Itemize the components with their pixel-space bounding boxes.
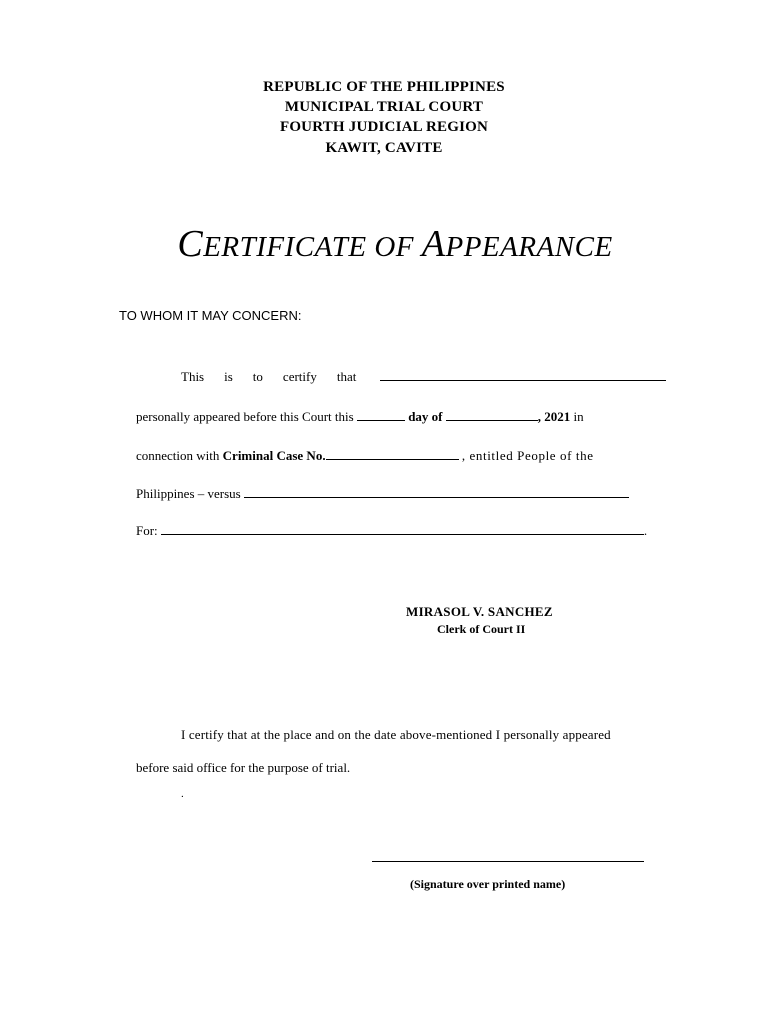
title-cap-c: C — [177, 223, 204, 265]
word-certify: certify — [282, 369, 317, 384]
stray-dot: . — [181, 788, 184, 800]
certification-line-2: before said office for the purpose of trial. — [136, 760, 351, 775]
header-region: FOURTH JUDICIAL REGION — [279, 119, 489, 135]
title-rest-2: PPEARANCE — [445, 231, 613, 263]
body-line-2 — [136, 408, 584, 425]
in-text: in — [573, 409, 584, 424]
connection-text: connection with — [136, 448, 220, 463]
signature-line[interactable] — [372, 861, 644, 862]
criminal-case-label: Criminal Case No. — [222, 448, 326, 463]
signature-label: (Signature over printed name) — [410, 877, 566, 891]
word-that: that — [336, 369, 357, 384]
salutation: TO WHOM IT MAY CONCERN: — [119, 308, 302, 323]
accused-blank[interactable] — [244, 485, 629, 498]
word-this: This — [181, 369, 205, 384]
header-court: MUNICIPAL TRIAL COURT — [284, 99, 484, 115]
body-line-3 — [136, 447, 594, 464]
document-title — [0, 222, 768, 266]
name-blank[interactable] — [380, 368, 666, 381]
day-of-text: day of — [408, 409, 443, 424]
month-blank[interactable] — [446, 408, 538, 421]
purpose-blank[interactable] — [161, 522, 644, 535]
versus-text: Philippines – versus — [136, 486, 241, 501]
for-label: For: — [136, 523, 158, 538]
year-text: , 2021 — [537, 409, 571, 424]
word-is: is — [224, 369, 233, 384]
body-line-4 — [136, 485, 629, 502]
signatory-position: Clerk of Court II — [437, 622, 526, 636]
word-to: to — [252, 369, 263, 384]
day-blank[interactable] — [357, 408, 405, 421]
header-location: KAWIT, CAVITE — [325, 140, 443, 156]
header-republic: REPUBLIC OF THE PHILIPPINES — [263, 79, 505, 95]
title-rest-1: ERTIFICATE OF — [203, 231, 422, 263]
certification-line-1: I certify that at the place and on the date above-mentioned I personally appeared — [181, 727, 611, 742]
body-line-1 — [181, 368, 666, 385]
signatory-name: MIRASOL V. SANCHEZ — [406, 604, 553, 619]
entitled-text: , entitled People of the — [461, 448, 594, 463]
body-line-5 — [136, 522, 647, 539]
appeared-text: personally appeared before this Court this — [136, 409, 354, 424]
title-cap-a: A — [421, 223, 446, 265]
case-number-blank[interactable] — [326, 447, 459, 460]
for-period: . — [643, 523, 648, 538]
